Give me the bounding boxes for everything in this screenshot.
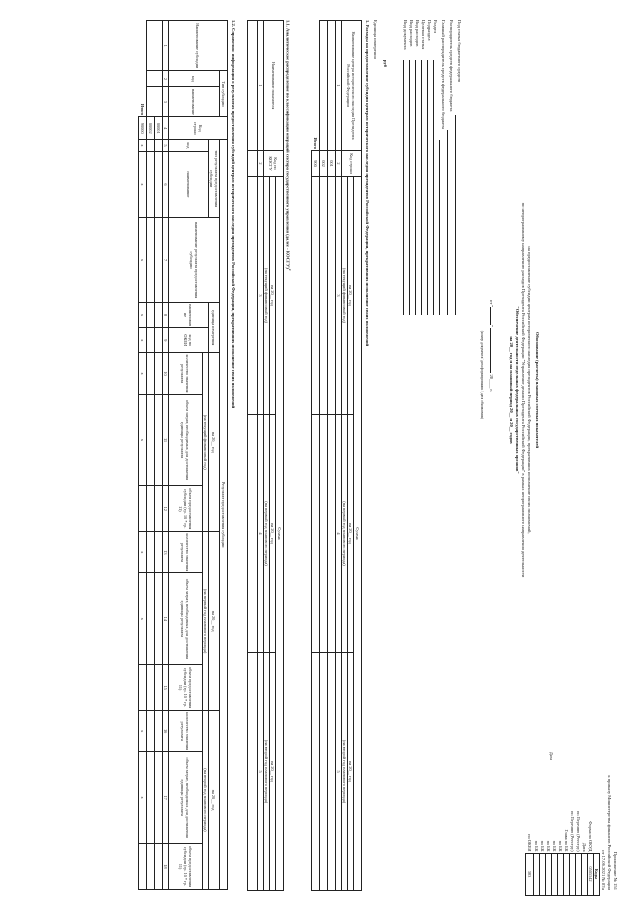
s12-col-name: Наименование субсидии: [169, 21, 228, 71]
fill-line: [403, 60, 404, 315]
left-label-3: Главный распорядитель средств федерального бюджета: [441, 20, 446, 130]
s12-period-year: на 20__ год: [209, 353, 220, 532]
s12-col-type-code: код: [169, 71, 220, 87]
s12-x: x: [139, 140, 147, 151]
s11-col-number: 5: [258, 653, 264, 891]
s12-col-unit-okei: код по ОКЕИ: [169, 328, 209, 353]
s12-sub-col: количество значения результата: [169, 532, 203, 573]
left-label-7: Вид расходов: [415, 20, 420, 47]
s12-period-year: на 20__ год: [209, 532, 220, 711]
s12-x: x: [139, 353, 147, 394]
codes-row-label: Форма по ОКУД: [588, 821, 593, 852]
s12-col-number: 14: [163, 573, 169, 665]
section12-heading: 1.2. Справочно: информация о результатах предоставления субсидий центрам исторического наследия президентов Российской Федерации, прекративших исполнение своих полномочий: [231, 20, 236, 409]
s1-col-name-header: Наименование центра исторического наследия Президента Российской Федерации: [342, 21, 362, 151]
s12-col-number: 8: [163, 302, 169, 327]
codes-row-value: [564, 853, 570, 895]
date-mid: ": [489, 325, 494, 329]
s1-col-number: 5: [336, 653, 342, 891]
s12-sub-col: количество значения результата: [169, 353, 203, 394]
date-prefix: от ": [489, 300, 494, 308]
codes-row-value: [576, 853, 582, 895]
s12-period-year: на 20__ год: [209, 711, 220, 890]
codes-table: [525, 765, 600, 896]
section12-table: [138, 20, 228, 890]
fill-line: [433, 60, 434, 315]
s11-period-note: (на первый год планового периода): [264, 415, 270, 653]
table-row: [320, 21, 328, 891]
s1-total-code: 900: [312, 151, 320, 177]
codes-row-label: по Перечню (Реестру): [576, 811, 581, 852]
section1-heading: 1. Расходы на предоставление субсидии центрам исторического наследия президентов Российской Федерации, прекративших исполнение своих полномочий: [365, 20, 370, 347]
s12-col-number: 2: [163, 71, 169, 87]
fill-line: [439, 140, 440, 315]
codes-row-label: по БК: [540, 840, 545, 852]
table-row: [248, 21, 258, 891]
s11-period-note: (на текущий финансовый год): [264, 177, 270, 415]
s12-period-note: (на второй год планового периода): [203, 711, 209, 890]
section11-heading-sup: 2: [288, 268, 292, 271]
codes-row-value: [540, 853, 546, 895]
codes-row-value: [552, 853, 558, 895]
s1-period-year: на 20__ год: [348, 177, 354, 415]
s11-col-number: 2: [258, 151, 264, 177]
codes-row-value: [546, 853, 552, 895]
s12-period-note: (на первый год планового периода): [203, 532, 209, 711]
s12-col-result-type-name: наименование: [169, 151, 209, 217]
codes-row-label: по БК: [534, 840, 539, 852]
s12-col-number: 12: [163, 486, 169, 532]
codes-row-label: по БК: [558, 840, 563, 852]
s11-col-name-header: Наименование показателя: [264, 21, 284, 151]
left-label-8: Вид расходов: [409, 20, 414, 47]
s12-results-header: Результат предоставления субсидии: [220, 140, 228, 890]
s12-col-result-name: наименование результата предоставления субсидии: [169, 218, 220, 303]
s11-col-number: 3: [258, 177, 264, 415]
date-suffix: 20____ г.: [489, 373, 494, 392]
s12-col-number: 15: [163, 665, 169, 711]
total-row: [139, 21, 147, 890]
left-label-1: Под статья бюджетного средств: [457, 20, 462, 83]
title-line-5: на 20__ год и на плановый период 20__ и 20__ годов: [509, 336, 514, 444]
s11-sum-header: Сумма: [276, 177, 284, 891]
s12-sub-col: объем затрат, необходимых для достижения единицы результата: [169, 752, 203, 844]
s12-sub-col: объем предоставления субсидии (гр. 10 * гр. 11): [169, 486, 203, 532]
s1-col-number: 2: [336, 151, 342, 177]
s12-col-number: 4: [163, 117, 169, 140]
s1-col-number: 3: [336, 177, 342, 415]
table-row: [328, 21, 336, 891]
s12-col-number: 11: [163, 394, 169, 486]
total-row: [312, 21, 320, 891]
s12-col-type: Тип субсидии: [220, 71, 228, 117]
s11-period-year: на 20__ год: [270, 177, 276, 415]
codes-row-value: [582, 853, 588, 895]
s1-total-label: Итого: [312, 137, 318, 149]
codes-row-label: Дата: [582, 842, 587, 852]
s12-sub-col: объем предоставления субсидии (гр. 10 * гр. 11): [169, 665, 203, 711]
s1-col-code-header: Код строки: [342, 151, 362, 177]
s12-row-code: 00001: [155, 117, 163, 140]
s1-period-year: на 20__ год: [348, 653, 354, 891]
codes-row-value: [558, 853, 564, 895]
s1-period-note: (на первый год планового периода): [342, 415, 348, 653]
s1-col-number: 4: [336, 415, 342, 653]
s12-col-result-type-code: код: [169, 140, 209, 151]
s11-period-year: на 20__ год: [270, 415, 276, 653]
date-hint: (номер документа/ дата формирования / дата обновления): [480, 330, 484, 420]
date-line: [489, 300, 494, 392]
s12-col-number: 6: [163, 151, 169, 217]
s12-x: x: [139, 394, 147, 486]
units-value: руб: [383, 60, 388, 68]
fill-line: [409, 60, 410, 315]
section11-table: [247, 20, 284, 891]
s12-col-unit: единица измерения: [209, 302, 220, 352]
s1-col-number: 1: [336, 21, 342, 151]
section11-heading: [285, 20, 292, 271]
codes-row-value: 0505542: [588, 853, 594, 895]
title-line-3: по непрограммному направлению расходов Президента Российской Федерации "Управление делами Президента Российской Федерации" в рамках непрограммного направления деятельности: [521, 202, 526, 578]
section1-table: [311, 20, 362, 891]
s12-col-number: 3: [163, 87, 169, 117]
s12-total-label: Итого: [139, 103, 145, 116]
title-line-2: на предоставление субсидии центрам исторического наследия президентов Российской Федерации, прекративших исполнение своих полномочий,: [527, 246, 532, 534]
s12-col-number: 10: [163, 353, 169, 394]
left-label-9: Вид документа: [403, 20, 408, 50]
s12-col-number: 9: [163, 328, 169, 353]
s1-row-code: 001: [328, 151, 336, 177]
s12-x: x: [139, 302, 147, 327]
s12-col-number: 7: [163, 218, 169, 303]
annex-line-1: Приложение № 151: [613, 851, 618, 890]
left-label-2: Распорядитель средств федерального бюджета: [449, 20, 454, 112]
s12-col-number: 5: [163, 140, 169, 151]
s11-period-year: на 20__ год: [270, 653, 276, 891]
s12-col-type-name: наименование: [169, 87, 220, 117]
s12-col-unit-name: наименование: [169, 302, 209, 327]
s12-x: x: [139, 218, 147, 303]
fill-line: [455, 115, 456, 315]
annex-line-2: к приказу Министерства финансов Российской Федерации: [607, 775, 612, 890]
section11-heading-text: 1.1. Аналитическое распределение по классификации операций сектора государственного управления (далее - КОСГУ): [285, 20, 291, 269]
codes-date-label: Дата: [549, 752, 554, 760]
s12-x: x: [139, 573, 147, 665]
s1-sum-header: Сумма: [354, 177, 362, 891]
title-line-1: Обоснование (расчеты) плановых сметных показателей: [535, 331, 540, 449]
s12-x: x: [139, 151, 147, 217]
codes-row-value: [534, 853, 540, 895]
annex-line-3: от 17.06.2021 № 87н: [601, 850, 606, 890]
codes-row-value: 383: [526, 853, 534, 895]
s1-row-code: 002: [320, 151, 328, 177]
s12-col-number: 16: [163, 711, 169, 752]
fill-line: [427, 60, 428, 315]
codes-row-label: по БК: [546, 840, 551, 852]
codes-header: Коды: [594, 853, 600, 895]
s12-period-note: (на текущий финансовый год): [203, 353, 209, 532]
fill-line: [415, 60, 416, 315]
left-label-5: Подраздел: [427, 20, 432, 41]
codes-row-label: по ОКЕИ: [527, 834, 532, 852]
s1-period-note: (на второй год планового периода): [342, 653, 348, 891]
s12-x: x: [139, 532, 147, 573]
fill-line: [421, 60, 422, 315]
fill-line: [447, 130, 448, 315]
codes-row-value: [570, 853, 576, 895]
codes-row-label: по БК: [552, 840, 557, 852]
s11-period-note: (на второй год планового периода): [264, 653, 270, 891]
s12-col-line-code: Код строки: [169, 117, 228, 140]
s12-col-number: 1: [163, 21, 169, 71]
units-label: Единица измерения: [373, 20, 378, 59]
s11-col-code-header: Код по КОСГУ: [264, 151, 284, 177]
codes-row-label: Глава по БК: [564, 829, 569, 852]
s12-sub-col: объем затрат, необходимых для достижения единицы результата: [169, 573, 203, 665]
s12-col-number: 18: [163, 843, 169, 889]
s12-sub-col: объем предоставления субсидии (гр. 10 * гр. 11): [169, 843, 203, 889]
s12-col-number: 17: [163, 752, 169, 844]
s12-total-code: 90000: [139, 117, 147, 140]
s1-period-note: (на текущий финансовый год): [342, 177, 348, 415]
s12-col-result-type: тип результата предоставления субсидии: [209, 140, 220, 218]
s12-x: x: [139, 752, 147, 844]
table-row: [147, 21, 155, 890]
s12-sub-col: количество значения результата: [169, 711, 203, 752]
table-row: [155, 21, 163, 890]
s11-col-number: 4: [258, 415, 264, 653]
s12-x: x: [139, 328, 147, 353]
s12-x: x: [139, 711, 147, 752]
s11-col-number: 1: [258, 21, 264, 151]
title-line-4: "Обеспечение деятельности отдельных федеральных государственных органов": [515, 306, 520, 474]
codes-row-label: по Перечню (Реестру): [570, 811, 575, 852]
left-label-6: Целевая статья: [421, 20, 426, 50]
s12-row-code: 00002: [147, 117, 155, 140]
s12-col-number: 13: [163, 532, 169, 573]
s1-period-year: на 20__ год: [348, 415, 354, 653]
s12-sub-col: объем затрат, необходимых для достижения единицы результата: [169, 394, 203, 486]
left-label-4: Раздел: [433, 20, 438, 33]
